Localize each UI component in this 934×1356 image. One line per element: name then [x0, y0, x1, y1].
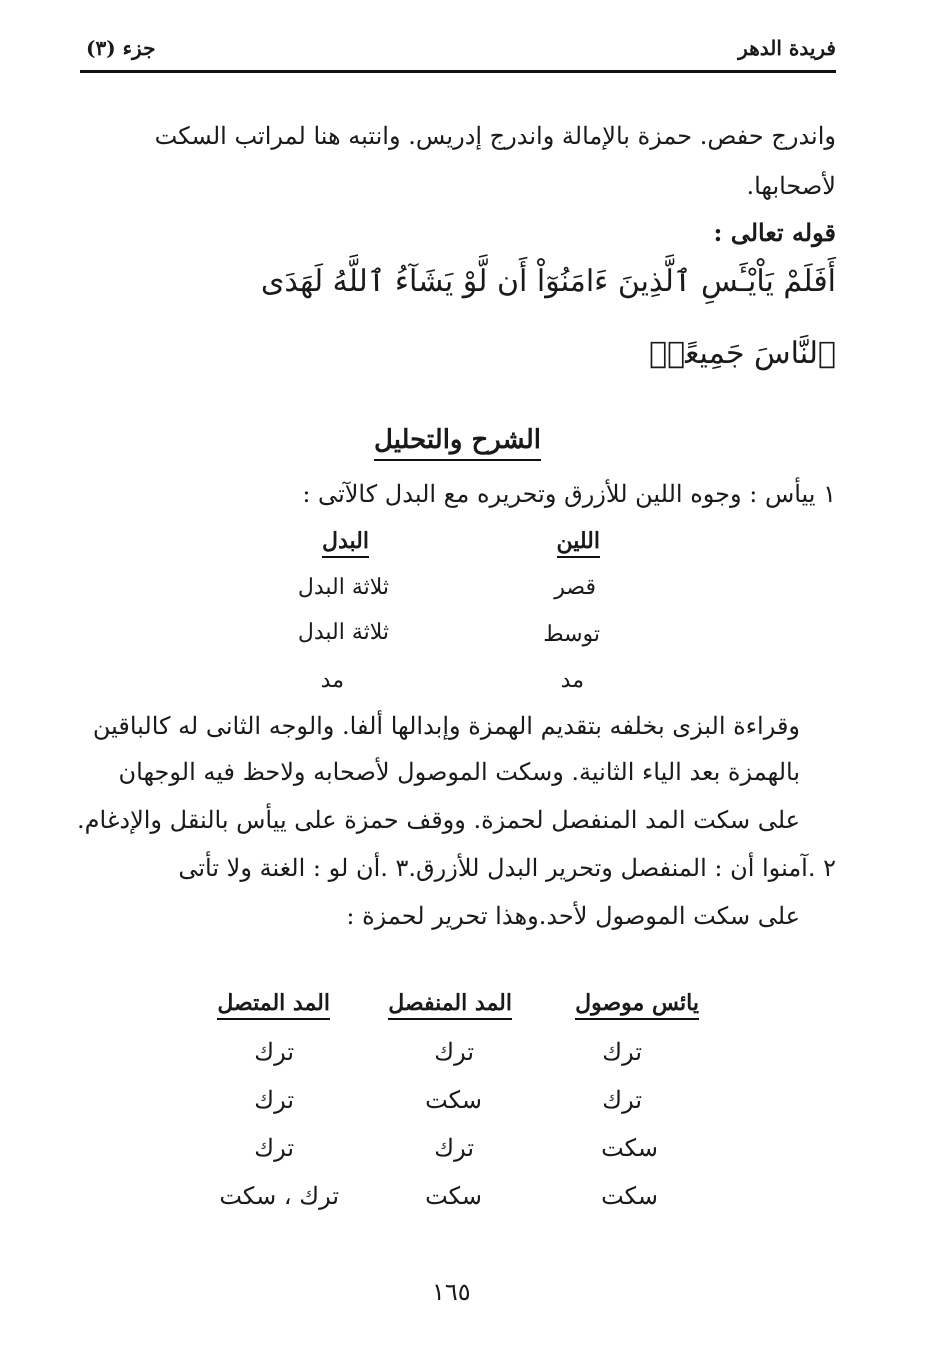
paragraph-line-1: وقراءة البزى بخلفه بتقديم الهمزة وإبدالها ألفا. والوجه الثانى له كالباقين	[92, 712, 800, 740]
table-row: توسط	[543, 622, 600, 647]
paragraph-line-5: على سكت الموصول لأحد.وهذا تحرير لحمزة :	[346, 902, 800, 930]
table1-header-lin: اللين	[557, 528, 600, 558]
verse-line-2: ٱلنَّاسَ جَمِيعًاۗ	[649, 336, 836, 371]
table-row: ترك	[254, 1134, 294, 1162]
table2-header-munfasil: المد المنفصل	[388, 990, 512, 1020]
item-1: ١ ييأس : وجوه اللين للأزرق وتحريره مع البدل كالآتى :	[302, 480, 836, 508]
table-row: ترك	[602, 1086, 642, 1114]
paragraph-line-3: على سكت المد المنفصل لحمزة. ووقف حمزة على ييأس بالنقل والإدغام.	[77, 806, 800, 834]
table-row: ترك ، سكت	[219, 1182, 339, 1210]
table-row: سكت	[601, 1182, 658, 1210]
table-row: ترك	[434, 1038, 474, 1066]
paragraph-line-4: ٢ .آمنوا أن : المنفصل وتحرير البدل للأزرق.٣ .أن لو : الغنة ولا تأتى	[178, 854, 836, 882]
table-row: ترك	[254, 1038, 294, 1066]
table2-header-muttasil: المد المتصل	[217, 990, 330, 1020]
table-row: سكت	[601, 1134, 658, 1162]
table1-header-badal: البدل	[322, 528, 369, 558]
part-number: جزء (٣)	[86, 36, 156, 60]
table-row: ترك	[254, 1086, 294, 1114]
table-row: ترك	[434, 1134, 474, 1162]
table2-header-yaas: يائس موصول	[575, 990, 699, 1020]
section-title: الشرح والتحليل	[374, 425, 541, 461]
intro-line-1: واندرج حفص. حمزة بالإمالة واندرج إدريس. وانتبه هنا لمراتب السكت	[154, 122, 836, 150]
intro-line-2: لأصحابها.	[746, 172, 836, 200]
table-row: ثلاثة البدل	[297, 575, 389, 600]
page-number: ١٦٥	[432, 1278, 471, 1306]
book-title: فريدة الدهر	[738, 36, 836, 60]
table-row: مد	[320, 668, 344, 693]
verse-line-1: أَفَلَمْ يَاْيْـَٔسِ ٱلَّذِينَ ءَامَنُوٓاْ أَن لَّوْ يَشَآءُ ٱللَّهُ لَهَدَى	[260, 264, 836, 299]
table-row: سكت	[425, 1086, 482, 1114]
table-row: ترك	[602, 1038, 642, 1066]
qawluhu-label: قوله تعالى :	[713, 218, 836, 247]
table-row: قصر	[554, 575, 596, 600]
page-header	[80, 30, 836, 73]
table-row: ثلاثة البدل	[297, 620, 389, 645]
table-row: مد	[560, 668, 584, 693]
paragraph-line-2: بالهمزة بعد الياء الثانية. وسكت الموصول لأصحابه ولاحظ فيه الوجهان	[118, 758, 800, 786]
table-row: سكت	[425, 1182, 482, 1210]
